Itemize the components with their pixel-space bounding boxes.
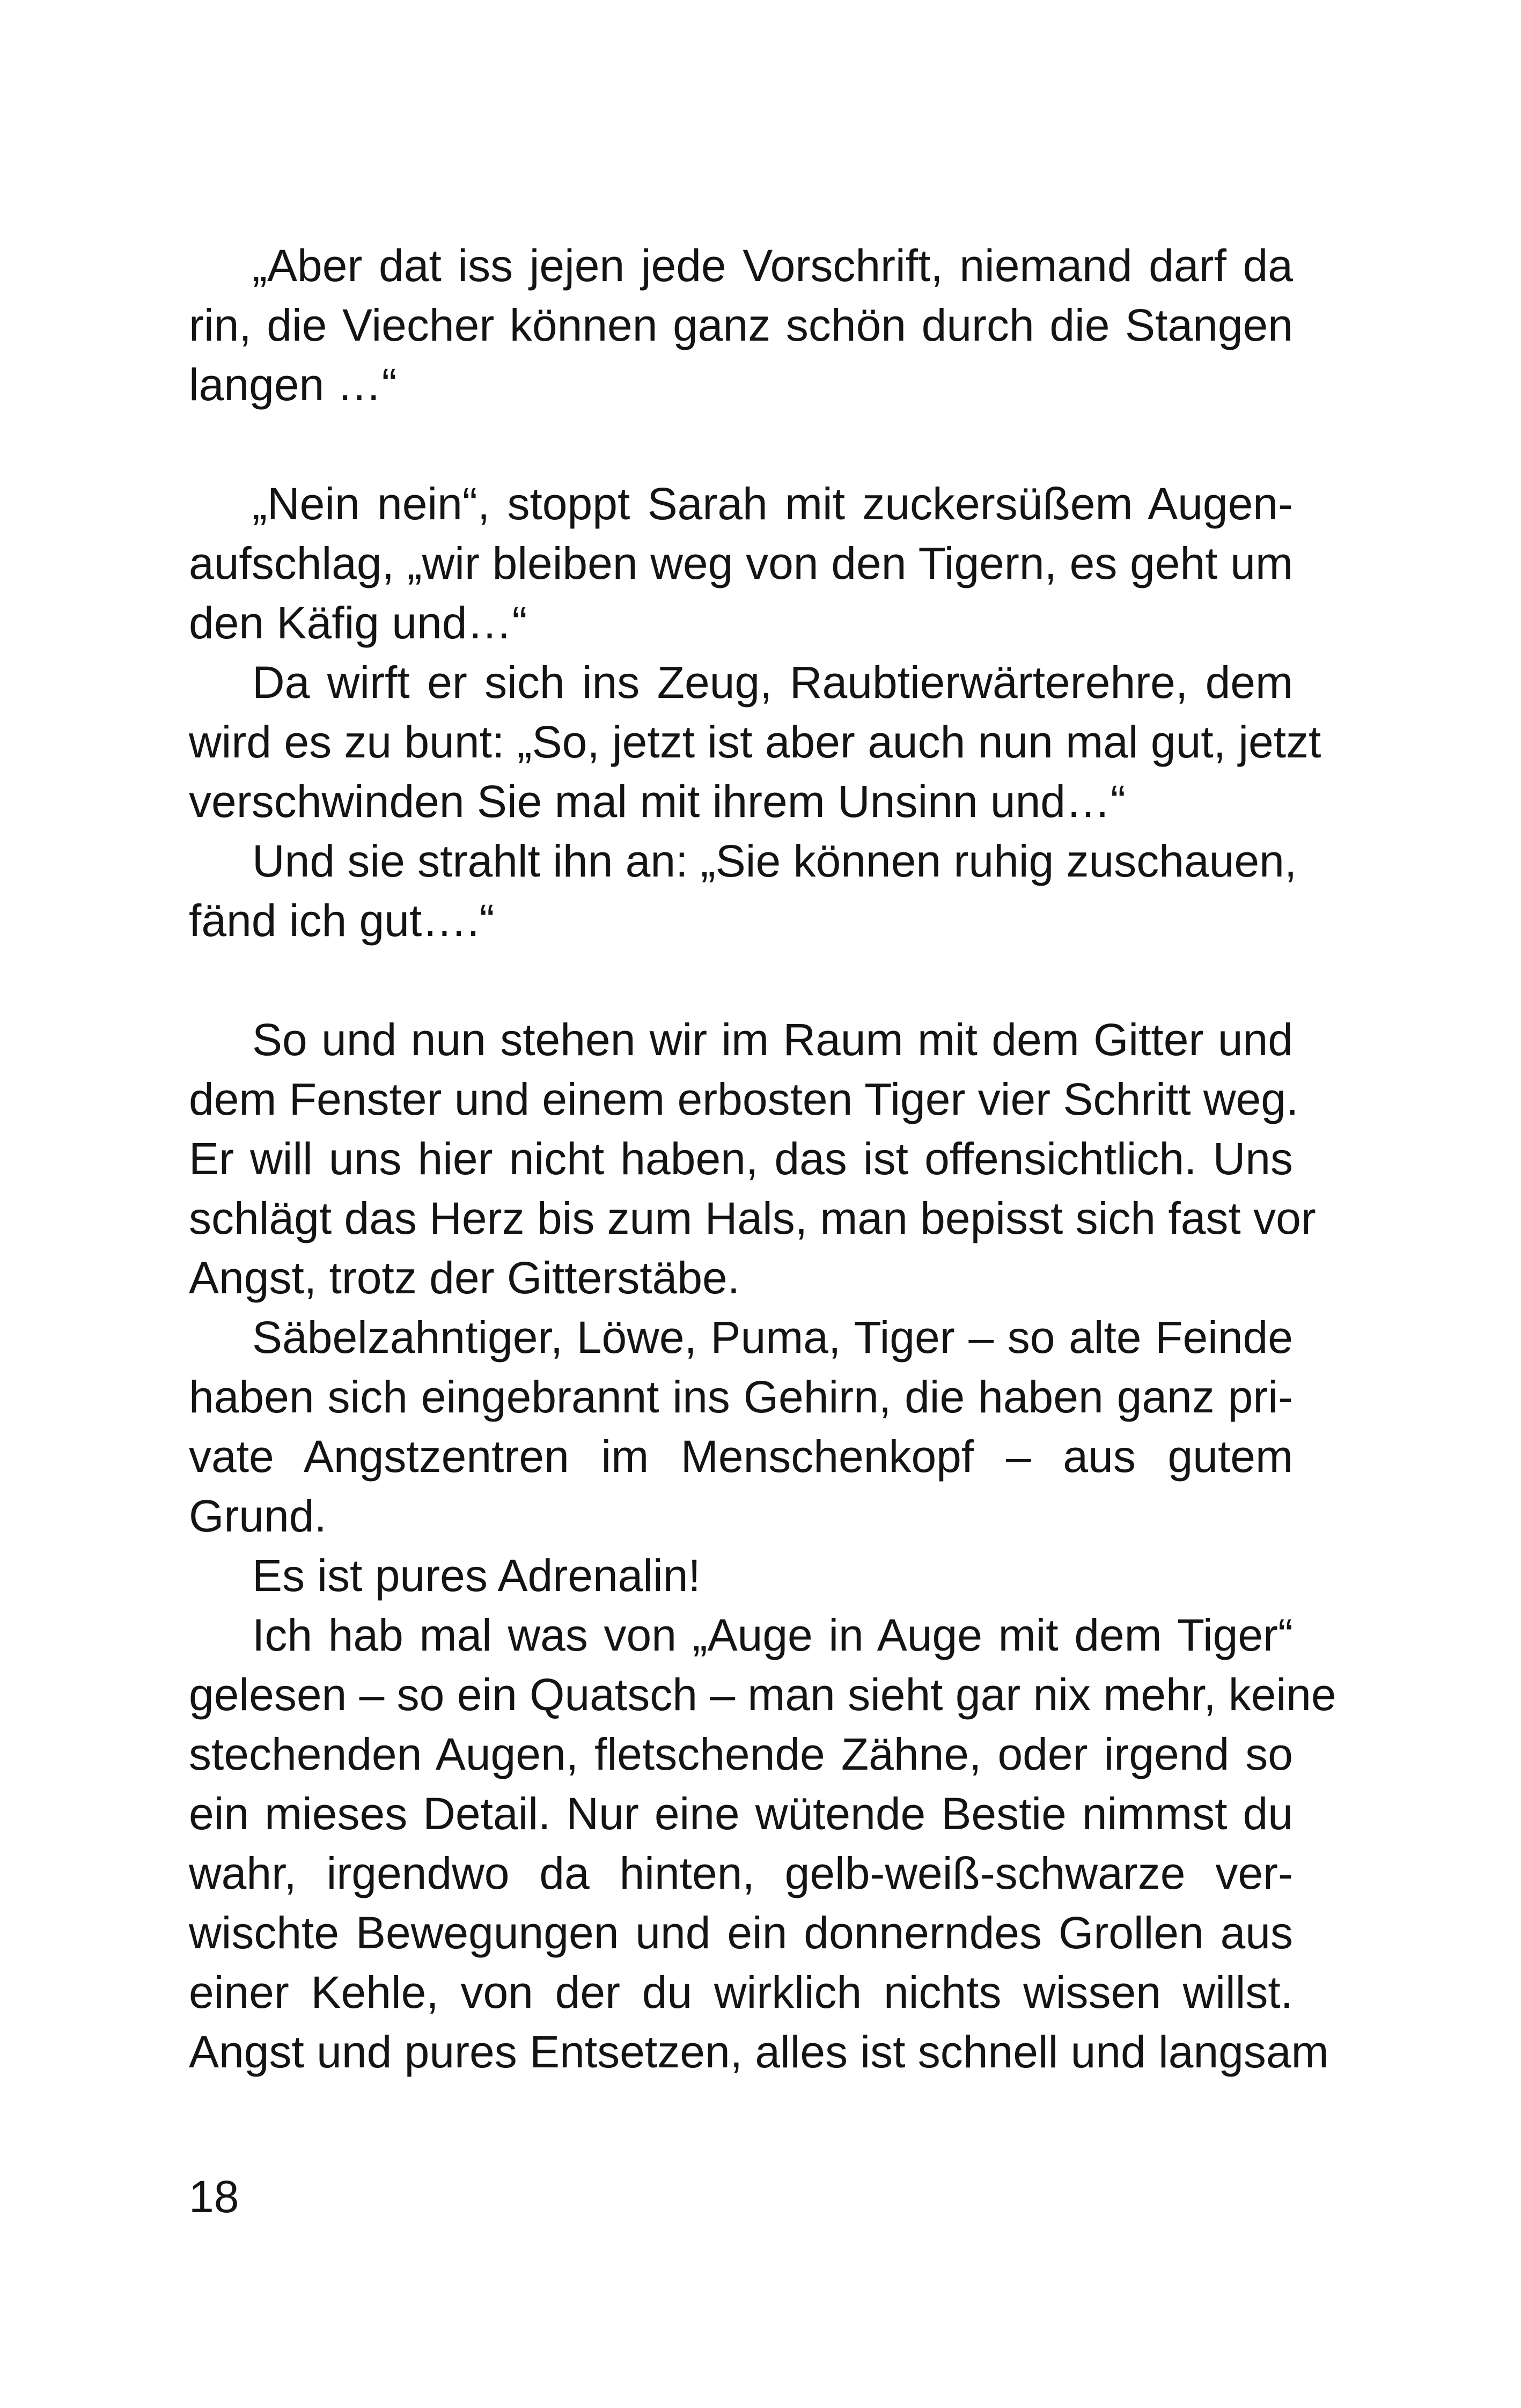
text-line: Er will uns hier nicht haben, das ist offensichtlich. Uns <box>189 1133 1293 1184</box>
text-line: Grund. <box>189 1491 327 1541</box>
text-line: Säbelzahntiger, Löwe, Puma, Tiger – so alte Feinde <box>252 1312 1293 1363</box>
text-line: wird es zu bunt: „So, jetzt ist aber auch nun mal gut, jetzt <box>189 717 1321 767</box>
text-line: langen …“ <box>189 359 397 410</box>
text-line: dem Fenster und einem erbosten Tiger vier Schritt weg. <box>189 1074 1299 1124</box>
text-line: fänd ich gut….“ <box>189 895 495 946</box>
text-line: Da wirft er sich ins Zeug, Raubtierwärterehre, dem <box>252 657 1293 708</box>
text-line: aufschlag, „wir bleiben weg von den Tigern, es geht um <box>189 538 1293 588</box>
text-line: ein mieses Detail. Nur eine wütende Bestie nimmst du <box>189 1788 1293 1839</box>
text-line: den Käfig und…“ <box>189 598 527 648</box>
text-line: wischte Bewegungen und ein donnerndes Grollen aus <box>189 1908 1293 1958</box>
text-line: gelesen – so ein Quatsch – man sieht gar nix mehr, keine <box>189 1669 1336 1720</box>
body-text <box>189 236 1336 2082</box>
text-line: Angst und pures Entsetzen, alles ist schnell und langsam <box>189 2027 1329 2077</box>
text-line: „Aber dat iss jejen jede Vorschrift, niemand darf da <box>252 240 1293 291</box>
text-line: einer Kehle, von der du wirklich nichts wissen willst. <box>189 1967 1293 2017</box>
text-line: haben sich eingebrannt ins Gehirn, die haben ganz pri- <box>189 1372 1293 1422</box>
text-line: Ich hab mal was von „Auge in Auge mit dem Tiger“ <box>252 1610 1293 1660</box>
text-line: So und nun stehen wir im Raum mit dem Gitter und <box>252 1014 1293 1065</box>
text-line: schlägt das Herz bis zum Hals, man bepisst sich fast vor <box>189 1193 1316 1243</box>
text-line: Es ist pures Adrenalin! <box>252 1550 701 1601</box>
text-line: rin, die Viecher können ganz schön durch die Stangen <box>189 300 1293 350</box>
text-line: Und sie strahlt ihn an: „Sie können ruhig zuschauen, <box>252 836 1297 886</box>
paragraph-gap <box>189 415 1293 474</box>
text-line: wahr, irgendwo da hinten, gelb-weiß-schwarze ver- <box>189 1848 1293 1898</box>
text-line: „Nein nein“, stoppt Sarah mit zuckersüßem Augen- <box>252 478 1293 529</box>
text-line: Angst, trotz der Gitterstäbe. <box>189 1253 740 1303</box>
text-line: verschwinden Sie mal mit ihrem Unsinn und…“ <box>189 776 1126 827</box>
text-line: vate Angstzentren im Menschenkopf – aus gutem <box>189 1431 1293 1482</box>
text-line: stechenden Augen, fletschende Zähne, oder irgend so <box>189 1729 1293 1779</box>
paragraph-gap <box>189 951 1293 1010</box>
page-number: 18 <box>189 2171 239 2222</box>
